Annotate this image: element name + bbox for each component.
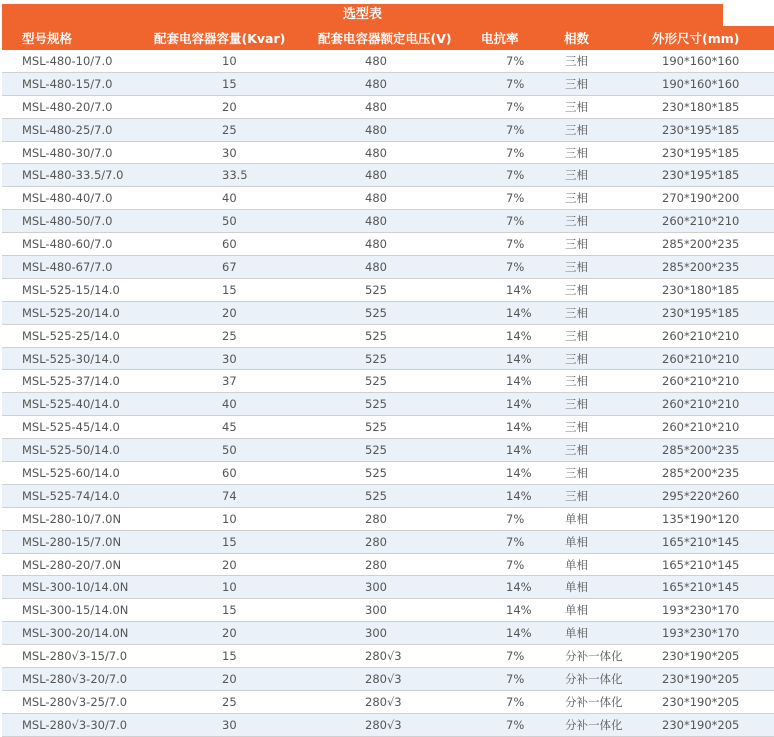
cell-capacity: 10: [154, 507, 310, 530]
cell-dimensions: 260*210*210: [646, 347, 774, 370]
cell-dimensions: 230*190*205: [646, 713, 774, 736]
cell-dimensions: 285*200*235: [646, 439, 774, 462]
cell-voltage: 280√3: [310, 645, 481, 668]
cell-phase: 分补一体化: [547, 713, 646, 736]
selection-table: [2, 26, 774, 737]
cell-capacity: 20: [154, 553, 310, 576]
cell-phase: 三相: [547, 462, 646, 485]
cell-model: MSL-280√3-15/7.0: [2, 645, 154, 668]
cell-voltage: 280√3: [310, 713, 481, 736]
cell-voltage: 480: [310, 164, 481, 187]
cell-reactance: 14%: [481, 599, 547, 622]
cell-dimensions: 165*210*145: [646, 553, 774, 576]
cell-phase: 三相: [547, 95, 646, 118]
table-row: [2, 462, 774, 485]
table-row: [2, 72, 774, 95]
cell-reactance: 7%: [481, 210, 547, 233]
cell-voltage: 525: [310, 462, 481, 485]
cell-voltage: 300: [310, 622, 481, 645]
cell-dimensions: 285*200*235: [646, 256, 774, 279]
cell-phase: 三相: [547, 187, 646, 210]
cell-phase: 三相: [547, 118, 646, 141]
cell-dimensions: 230*195*185: [646, 164, 774, 187]
cell-voltage: 480: [310, 187, 481, 210]
header-model: 型号规格: [2, 26, 154, 50]
cell-reactance: 14%: [481, 347, 547, 370]
cell-reactance: 7%: [481, 141, 547, 164]
table-row: [2, 50, 774, 72]
cell-reactance: 14%: [481, 439, 547, 462]
cell-phase: 三相: [547, 256, 646, 279]
header-dimensions: 外形尺寸(mm): [646, 26, 774, 50]
cell-reactance: 7%: [481, 256, 547, 279]
cell-capacity: 40: [154, 393, 310, 416]
table-row: [2, 187, 774, 210]
cell-dimensions: 230*195*185: [646, 118, 774, 141]
cell-dimensions: 260*210*210: [646, 324, 774, 347]
cell-model: MSL-480-25/7.0: [2, 118, 154, 141]
cell-capacity: 50: [154, 439, 310, 462]
table-row: [2, 622, 774, 645]
cell-capacity: 25: [154, 690, 310, 713]
table-row: [2, 233, 774, 256]
cell-dimensions: 190*160*160: [646, 50, 774, 72]
cell-model: MSL-480-60/7.0: [2, 233, 154, 256]
table-title: 选型表: [2, 4, 723, 26]
cell-reactance: 7%: [481, 690, 547, 713]
cell-capacity: 30: [154, 347, 310, 370]
cell-model: MSL-480-33.5/7.0: [2, 164, 154, 187]
cell-reactance: 7%: [481, 95, 547, 118]
cell-phase: 单相: [547, 530, 646, 553]
cell-capacity: 37: [154, 370, 310, 393]
cell-capacity: 67: [154, 256, 310, 279]
cell-voltage: 480: [310, 118, 481, 141]
cell-voltage: 525: [310, 439, 481, 462]
cell-capacity: 60: [154, 233, 310, 256]
table-row: [2, 278, 774, 301]
table-row: [2, 301, 774, 324]
cell-reactance: 14%: [481, 324, 547, 347]
cell-capacity: 30: [154, 141, 310, 164]
cell-reactance: 14%: [481, 576, 547, 599]
cell-model: MSL-525-74/14.0: [2, 484, 154, 507]
cell-capacity: 50: [154, 210, 310, 233]
cell-phase: 单相: [547, 622, 646, 645]
cell-reactance: 14%: [481, 416, 547, 439]
table-row: [2, 164, 774, 187]
cell-model: MSL-525-45/14.0: [2, 416, 154, 439]
cell-capacity: 60: [154, 462, 310, 485]
cell-phase: 三相: [547, 347, 646, 370]
cell-model: MSL-525-40/14.0: [2, 393, 154, 416]
cell-phase: 三相: [547, 141, 646, 164]
table-row: [2, 95, 774, 118]
cell-reactance: 14%: [481, 393, 547, 416]
cell-voltage: 525: [310, 370, 481, 393]
cell-dimensions: 230*195*185: [646, 301, 774, 324]
cell-model: MSL-480-67/7.0: [2, 256, 154, 279]
cell-reactance: 7%: [481, 713, 547, 736]
cell-voltage: 525: [310, 484, 481, 507]
cell-voltage: 525: [310, 324, 481, 347]
cell-phase: 单相: [547, 553, 646, 576]
cell-reactance: 7%: [481, 72, 547, 95]
header-capacity: 配套电容器容量(Kvar): [154, 26, 310, 50]
cell-dimensions: 230*195*185: [646, 141, 774, 164]
cell-capacity: 15: [154, 278, 310, 301]
cell-model: MSL-280√3-20/7.0: [2, 668, 154, 691]
cell-dimensions: 260*210*210: [646, 210, 774, 233]
cell-dimensions: 230*180*185: [646, 278, 774, 301]
cell-voltage: 300: [310, 576, 481, 599]
cell-dimensions: 230*180*185: [646, 95, 774, 118]
table-row: [2, 713, 774, 736]
cell-dimensions: 190*160*160: [646, 72, 774, 95]
table-row: [2, 530, 774, 553]
table-row: [2, 668, 774, 691]
cell-voltage: 280: [310, 530, 481, 553]
cell-dimensions: 230*190*205: [646, 645, 774, 668]
cell-capacity: 15: [154, 530, 310, 553]
cell-dimensions: 285*200*235: [646, 233, 774, 256]
cell-dimensions: 260*210*210: [646, 370, 774, 393]
cell-capacity: 25: [154, 324, 310, 347]
cell-reactance: 7%: [481, 668, 547, 691]
header-phase: 相数: [547, 26, 646, 50]
cell-dimensions: 295*220*260: [646, 484, 774, 507]
cell-voltage: 480: [310, 233, 481, 256]
cell-reactance: 7%: [481, 233, 547, 256]
cell-reactance: 7%: [481, 187, 547, 210]
cell-model: MSL-480-50/7.0: [2, 210, 154, 233]
table-row: [2, 507, 774, 530]
cell-voltage: 525: [310, 347, 481, 370]
cell-dimensions: 193*230*170: [646, 599, 774, 622]
cell-phase: 分补一体化: [547, 645, 646, 668]
cell-voltage: 300: [310, 599, 481, 622]
cell-capacity: 20: [154, 668, 310, 691]
cell-voltage: 525: [310, 278, 481, 301]
table-row: [2, 347, 774, 370]
cell-reactance: 7%: [481, 118, 547, 141]
cell-dimensions: 285*200*235: [646, 462, 774, 485]
cell-phase: 三相: [547, 393, 646, 416]
cell-voltage: 480: [310, 141, 481, 164]
table-row: [2, 210, 774, 233]
cell-reactance: 7%: [481, 530, 547, 553]
cell-phase: 三相: [547, 164, 646, 187]
cell-phase: 三相: [547, 301, 646, 324]
cell-voltage: 280: [310, 507, 481, 530]
cell-capacity: 74: [154, 484, 310, 507]
cell-model: MSL-480-30/7.0: [2, 141, 154, 164]
cell-capacity: 40: [154, 187, 310, 210]
cell-model: MSL-280-20/7.0N: [2, 553, 154, 576]
cell-model: MSL-525-50/14.0: [2, 439, 154, 462]
cell-model: MSL-280√3-30/7.0: [2, 713, 154, 736]
cell-model: MSL-480-15/7.0: [2, 72, 154, 95]
table-row: [2, 645, 774, 668]
cell-capacity: 33.5: [154, 164, 310, 187]
cell-voltage: 480: [310, 256, 481, 279]
cell-model: MSL-300-15/14.0N: [2, 599, 154, 622]
cell-capacity: 15: [154, 645, 310, 668]
table-row: [2, 141, 774, 164]
cell-voltage: 480: [310, 210, 481, 233]
cell-capacity: 20: [154, 95, 310, 118]
cell-phase: 三相: [547, 210, 646, 233]
cell-reactance: 7%: [481, 164, 547, 187]
cell-voltage: 480: [310, 50, 481, 72]
cell-dimensions: 230*190*205: [646, 690, 774, 713]
cell-dimensions: 135*190*120: [646, 507, 774, 530]
table-row: [2, 416, 774, 439]
cell-dimensions: 193*230*170: [646, 622, 774, 645]
table-row: [2, 118, 774, 141]
cell-dimensions: 165*210*145: [646, 530, 774, 553]
cell-phase: 分补一体化: [547, 690, 646, 713]
cell-phase: 单相: [547, 507, 646, 530]
cell-voltage: 280: [310, 553, 481, 576]
cell-dimensions: 260*210*210: [646, 416, 774, 439]
cell-phase: 三相: [547, 484, 646, 507]
cell-reactance: 7%: [481, 50, 547, 72]
cell-reactance: 7%: [481, 553, 547, 576]
table-row: [2, 393, 774, 416]
cell-model: MSL-480-10/7.0: [2, 50, 154, 72]
cell-model: MSL-525-60/14.0: [2, 462, 154, 485]
header-voltage: 配套电容器额定电压(V): [310, 26, 481, 50]
cell-voltage: 280√3: [310, 668, 481, 691]
cell-voltage: 525: [310, 416, 481, 439]
cell-capacity: 30: [154, 713, 310, 736]
cell-phase: 三相: [547, 370, 646, 393]
cell-model: MSL-300-10/14.0N: [2, 576, 154, 599]
table-row: [2, 576, 774, 599]
cell-capacity: 20: [154, 622, 310, 645]
cell-model: MSL-525-37/14.0: [2, 370, 154, 393]
table-row: [2, 256, 774, 279]
cell-model: MSL-525-20/14.0: [2, 301, 154, 324]
cell-voltage: 525: [310, 393, 481, 416]
header-reactance: 电抗率: [481, 26, 547, 50]
cell-model: MSL-280-10/7.0N: [2, 507, 154, 530]
table-body: [2, 50, 774, 736]
cell-phase: 三相: [547, 416, 646, 439]
cell-voltage: 480: [310, 72, 481, 95]
cell-phase: 单相: [547, 576, 646, 599]
cell-reactance: 14%: [481, 484, 547, 507]
table-row: [2, 599, 774, 622]
cell-phase: 三相: [547, 72, 646, 95]
cell-model: MSL-525-15/14.0: [2, 278, 154, 301]
cell-model: MSL-280-15/7.0N: [2, 530, 154, 553]
cell-voltage: 480: [310, 95, 481, 118]
cell-reactance: 14%: [481, 622, 547, 645]
selection-table-panel: [2, 4, 740, 737]
header-row: [2, 26, 774, 50]
table-row: [2, 439, 774, 462]
cell-capacity: 15: [154, 599, 310, 622]
cell-phase: 三相: [547, 50, 646, 72]
cell-reactance: 7%: [481, 645, 547, 668]
cell-voltage: 525: [310, 301, 481, 324]
cell-reactance: 14%: [481, 278, 547, 301]
cell-voltage: 280√3: [310, 690, 481, 713]
cell-reactance: 14%: [481, 370, 547, 393]
table-row: [2, 553, 774, 576]
cell-capacity: 25: [154, 118, 310, 141]
cell-model: MSL-300-20/14.0N: [2, 622, 154, 645]
cell-dimensions: 230*190*205: [646, 668, 774, 691]
cell-reactance: 14%: [481, 301, 547, 324]
cell-phase: 三相: [547, 439, 646, 462]
table-header: [2, 26, 774, 50]
cell-model: MSL-280√3-25/7.0: [2, 690, 154, 713]
cell-phase: 单相: [547, 599, 646, 622]
cell-capacity: 20: [154, 301, 310, 324]
cell-dimensions: 270*190*200: [646, 187, 774, 210]
cell-model: MSL-525-30/14.0: [2, 347, 154, 370]
table-row: [2, 370, 774, 393]
cell-reactance: 7%: [481, 507, 547, 530]
table-row: [2, 484, 774, 507]
table-row: [2, 324, 774, 347]
table-row: [2, 690, 774, 713]
cell-capacity: 10: [154, 576, 310, 599]
cell-model: MSL-480-20/7.0: [2, 95, 154, 118]
cell-phase: 分补一体化: [547, 668, 646, 691]
cell-capacity: 45: [154, 416, 310, 439]
cell-reactance: 14%: [481, 462, 547, 485]
cell-dimensions: 260*210*210: [646, 393, 774, 416]
cell-model: MSL-525-25/14.0: [2, 324, 154, 347]
cell-dimensions: 165*210*145: [646, 576, 774, 599]
cell-capacity: 10: [154, 50, 310, 72]
cell-phase: 三相: [547, 324, 646, 347]
cell-phase: 三相: [547, 233, 646, 256]
cell-model: MSL-480-40/7.0: [2, 187, 154, 210]
cell-phase: 三相: [547, 278, 646, 301]
cell-capacity: 15: [154, 72, 310, 95]
